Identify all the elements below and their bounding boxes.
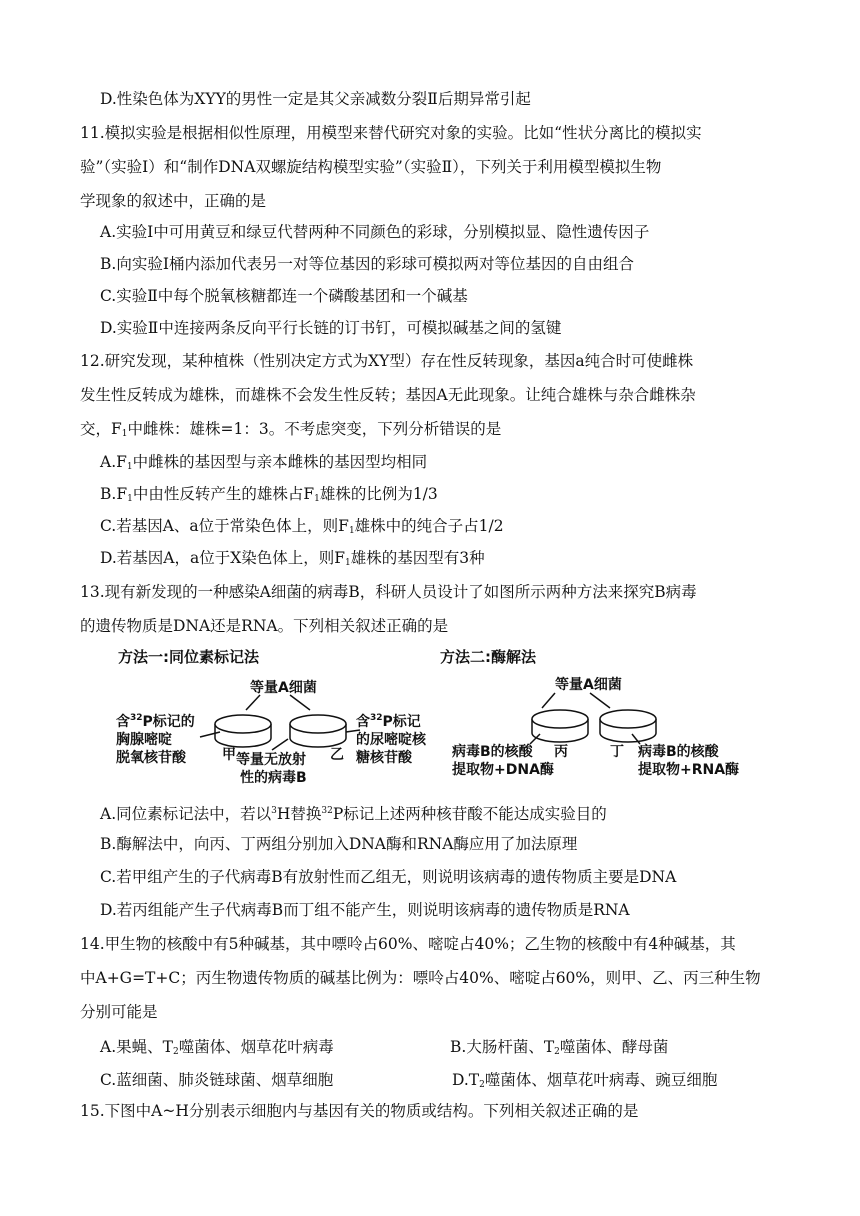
q14-option-c: C.蓝细菌、肺炎链球菌、烟草细胞 xyxy=(100,1071,334,1089)
q11-stem-line2: 验”（实验Ⅰ）和“制作DNA双螺旋结构模型实验”（实验Ⅱ），下列关于利用模型模拟生物 xyxy=(80,158,662,176)
arrow-to-yi xyxy=(290,695,310,710)
arrow-to-ding xyxy=(590,693,610,708)
q13-option-a: A.同位素标记法中，若以$^3$H替换$^{32}$P标记上述两种核苷酸不能达成实验目的 xyxy=(100,805,607,823)
q10-option-d: D.性染色体为XYY的男性一定是其父亲减数分裂Ⅱ后期异常引起 xyxy=(100,90,531,108)
q13-option-c: C.若甲组产生的子代病毒B有放射性而乙组无，则说明该病毒的遗传物质主要是DNA xyxy=(100,868,677,886)
left-label-line1: 含$^{32}$P标记的 xyxy=(116,713,195,730)
dish-jia xyxy=(215,715,271,747)
arrow-to-jia xyxy=(246,695,260,710)
q15-stem-line1: 15.下图中A~H分别表示细胞内与基因有关的物质或结构。下列相关叙述正确的是 xyxy=(80,1102,639,1120)
virus-label-line2: 性的病毒B xyxy=(240,770,307,784)
q13-stem-line1: 13.现有新发现的一种感染A细菌的病毒B，科研人员设计了如图所示两种方法来探究B病毒 xyxy=(80,583,697,601)
q11-option-b: B.向实验Ⅰ桶内添加代表另一对等位基因的彩球可模拟两对等位基因的自由组合 xyxy=(100,255,634,273)
q12-option-b: $B.F_1$中由性反转产生的雄株占$F_1$雄株的比例为1/3 xyxy=(100,485,438,504)
q12-option-d: D.若基因A，a位于X染色体上，则$F_1$雄株的基因型有3种 xyxy=(100,549,485,568)
ding-label-line2: 提取物+RNA酶 xyxy=(638,762,740,778)
virus-label-line1: 等量无放射 xyxy=(236,752,306,768)
right-label-line1: 含$^{32}$P标记 xyxy=(356,713,421,730)
dish-yi-label: 乙 xyxy=(330,747,344,763)
ding-label-line1: 病毒B的核酸 xyxy=(638,744,719,760)
dish-bing xyxy=(532,710,588,742)
q12-option-c: C.若基因A、a位于常染色体上，则$F_1$雄株中的纯合子占1/2 xyxy=(100,517,504,536)
dish-ding xyxy=(600,710,656,742)
bing-label-line2: 提取物+DNA酶 xyxy=(452,762,554,778)
dish-bing-label: 丙 xyxy=(554,744,568,760)
dish-yi xyxy=(290,715,346,747)
q14-option-d: $D.T_2$噬菌体、烟草花叶病毒、豌豆细胞 xyxy=(452,1071,718,1090)
q11-option-d: D.实验Ⅱ中连接两条反向平行长链的订书钉，可模拟碱基之间的氢键 xyxy=(100,319,562,337)
method1-title: 方法一:同位素标记法 xyxy=(118,648,259,666)
q13-stem-line2: 的遗传物质是DNA还是RNA。下列相关叙述正确的是 xyxy=(80,617,449,635)
method2-title: 方法二:酶解法 xyxy=(440,648,536,666)
arrow-virus-label xyxy=(272,739,288,750)
left-label-line3: 脱氧核苷酸 xyxy=(116,750,186,766)
bing-label-line1: 病毒B的核酸 xyxy=(452,744,533,760)
q14-stem-line1: 14.甲生物的核酸中有5种碱基，其中嘌呤占60%、嘧啶占40%；乙生物的核酸中有4种碱基，其 xyxy=(80,935,736,953)
q11-stem-line3: 学现象的叙述中，正确的是 xyxy=(80,192,267,210)
q11-stem-line1: 11.模拟实验是根据相似性原理，用模型来替代研究对象的实验。比如“性状分离比的模拟实 xyxy=(80,124,702,142)
q12-option-a: $A.F_1$中雌株的基因型与亲本雌株的基因型均相同 xyxy=(100,453,428,472)
q11-option-c: C.实验Ⅱ中每个脱氧核糖都连一个磷酸基团和一个碱基 xyxy=(100,287,468,305)
bacteria-label-1: 等量A细菌 xyxy=(250,680,317,696)
q14-option-b: B.大肠杆菌、$T_2$噬菌体、酵母菌 xyxy=(450,1038,669,1057)
q14-option-a: A.果蝇、$T_2$噬菌体、烟草花叶病毒 xyxy=(100,1038,334,1057)
q12-stem-line3: 交，$F_1$中雌株：雄株=1：3。不考虑突变，下列分析错误的是 xyxy=(80,420,502,439)
q12-stem-line1: 12.研究发现，某种植株（性别决定方式为XY型）存在性反转现象，基因a纯合时可使雌株 xyxy=(80,352,694,370)
experiment-figure xyxy=(110,644,770,784)
q14-stem-line3: 分别可能是 xyxy=(80,1003,158,1021)
left-label-line2: 胸腺嘧啶 xyxy=(116,732,172,748)
bacteria-label-2: 等量A细菌 xyxy=(555,677,622,693)
right-label-line3: 糖核苷酸 xyxy=(356,750,412,766)
q14-stem-line2: 中A+G=T+C；丙生物遗传物质的碱基比例为：嘌呤占40%、嘧啶占60%，则甲、乙、丙三种生物 xyxy=(80,969,761,987)
q12-stem-line2: 发生性反转成为雄株，而雄株不会发生性反转；基因A无此现象。让纯合雄株与杂合雌株杂 xyxy=(80,386,696,404)
q11-option-a: A.实验Ⅰ中可用黄豆和绿豆代替两种不同颜色的彩球，分别模拟显、隐性遗传因子 xyxy=(100,223,650,241)
right-label-line2: 的尿嘧啶核 xyxy=(356,732,426,748)
arrow-to-bing xyxy=(542,693,555,708)
dish-ding-label: 丁 xyxy=(610,744,624,760)
q13-option-d: D.若丙组能产生子代病毒B而丁组不能产生，则说明该病毒的遗传物质是RNA xyxy=(100,901,630,919)
dish-jia-label: 甲 xyxy=(222,747,236,763)
q13-option-b: B.酶解法中，向丙、丁两组分别加入DNA酶和RNA酶应用了加法原理 xyxy=(100,835,578,853)
